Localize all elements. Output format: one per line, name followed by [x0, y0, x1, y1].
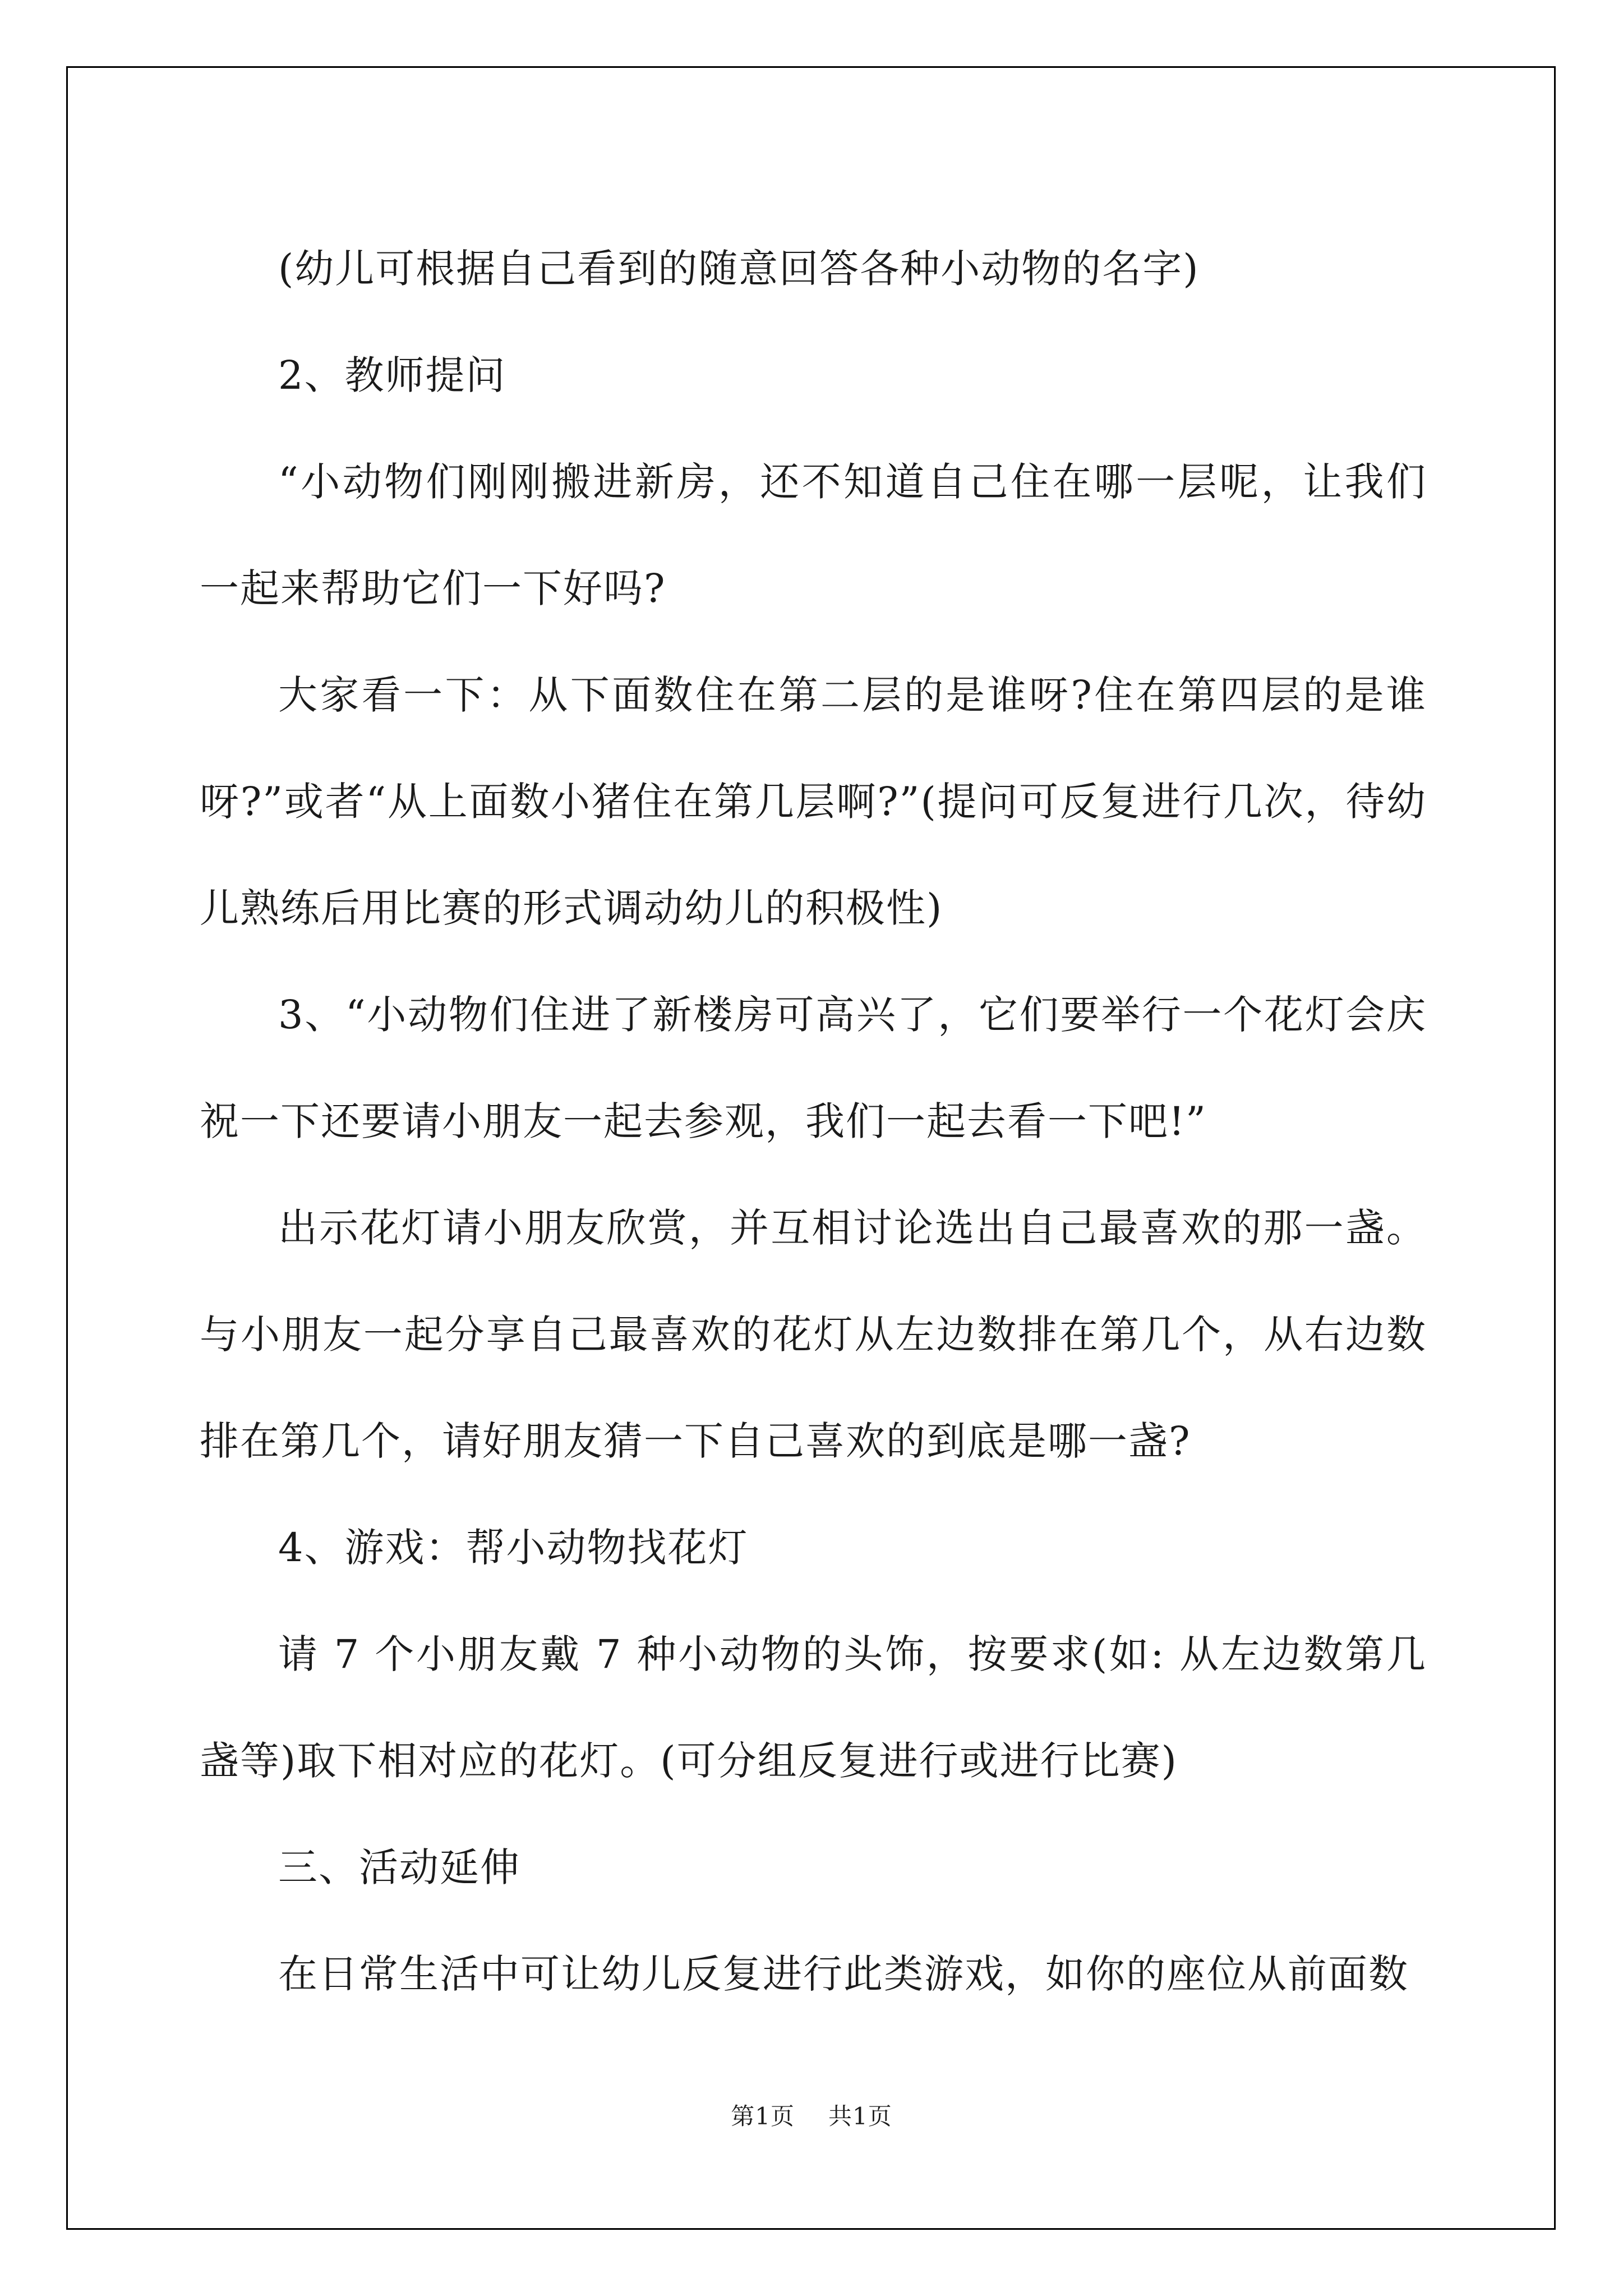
page-number-total: 共1页	[828, 2102, 892, 2130]
paragraph-1: (幼儿可根据自己看到的随意回答各种小动物的名字)	[278, 246, 1200, 292]
paragraph-9: 三、活动延伸	[278, 1844, 520, 1890]
paragraph-3: “小动物们刚刚搬进新房，还不知道自己住在哪一层呢，让我们一起来帮助它们一下好吗?	[200, 459, 1427, 611]
paragraph-2: 2、教师提问	[278, 352, 506, 398]
page-number-current: 第1页	[731, 2102, 795, 2130]
paragraph-6: 出示花灯请小朋友欣赏，并互相讨论选出自己最喜欢的那一盏。与小朋友一起分享自己最喜欢的花灯从左边数排在第几个，从右边数排在第几个，请好朋友猜一下自己喜欢的到底是哪一盏?	[200, 1205, 1427, 1464]
page-footer	[0, 2098, 1623, 2132]
paragraph-4: 大家看一下：从下面数住在第二层的是谁呀?住在第四层的是谁呀?”或者“从上面数小猪住在第几层啊?”(提问可反复进行几次，待幼儿熟练后用比赛的形式调动幼儿的积极性)	[200, 672, 1427, 931]
paragraph-5: 3、“小动物们住进了新楼房可高兴了，它们要举行一个花灯会庆祝一下还要请小朋友一起去参观，我们一起去看一下吧!”	[200, 992, 1427, 1144]
paragraph-10: 在日常生活中可让幼儿反复进行此类游戏，如你的座位从前面数	[278, 1951, 1409, 1997]
paragraph-7: 4、游戏：帮小动物找花灯	[278, 1525, 749, 1571]
paragraph-8: 请 7 个小朋友戴 7 种小动物的头饰，按要求(如: 从左边数第几盏等)取下相对应的花灯。(可分组反复进行或进行比赛)	[200, 1631, 1427, 1784]
document-body	[200, 215, 1427, 2027]
